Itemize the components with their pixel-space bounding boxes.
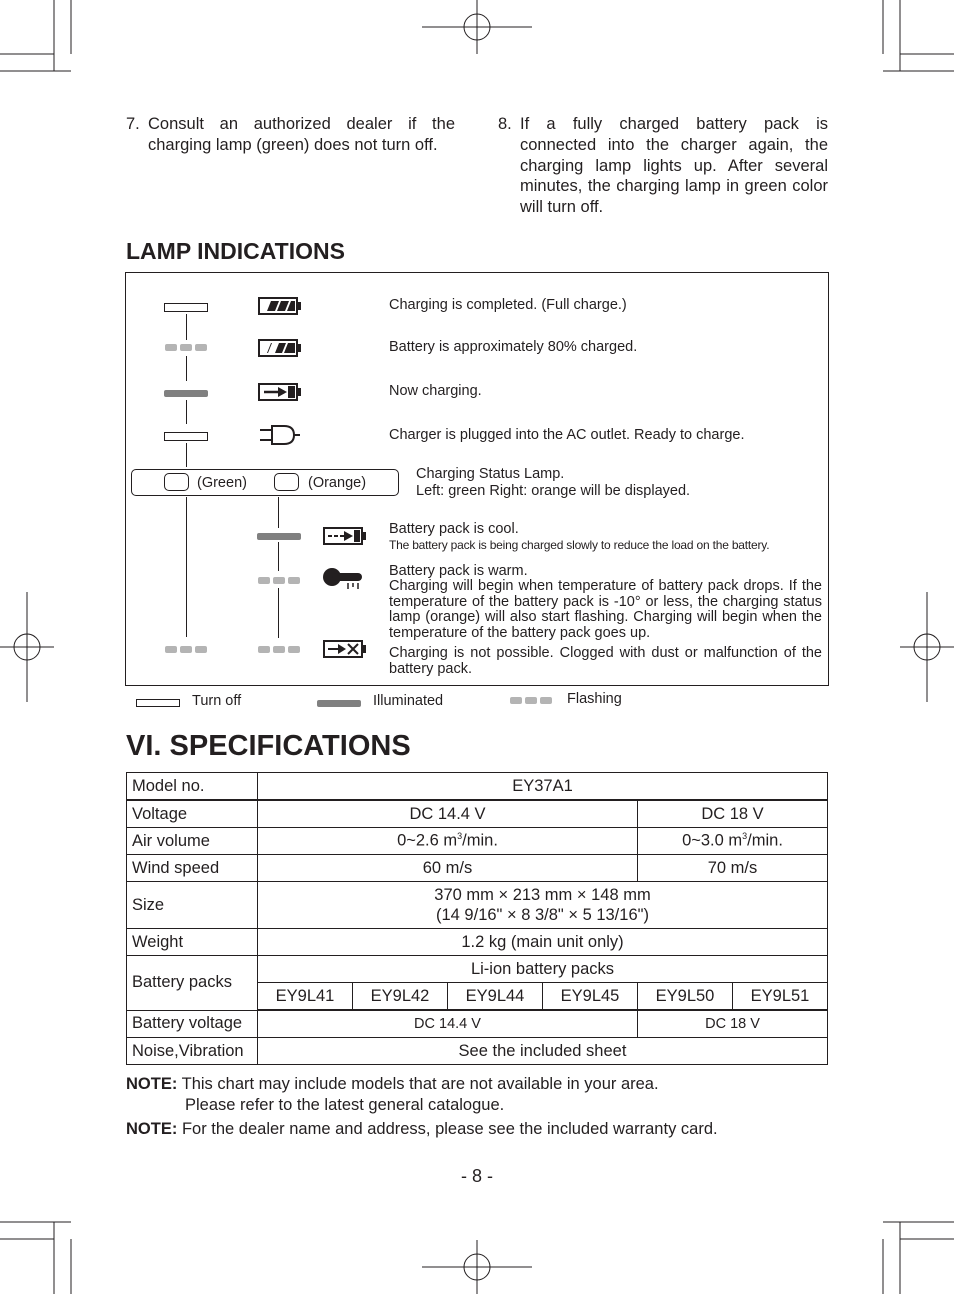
battery-pack-cell: EY9L44: [448, 983, 543, 1011]
voltage-value-b: DC 18 V: [638, 800, 828, 828]
orange-lamp-label: (Orange): [308, 475, 367, 491]
table-row: [127, 956, 828, 983]
battery-80-icon: [258, 338, 302, 358]
note-label: NOTE:: [126, 1075, 178, 1093]
connector-line: [186, 356, 187, 381]
page-number: - 8 -: [460, 1166, 493, 1186]
lamp-flashing-symbol: [165, 344, 207, 351]
legend-illuminated-symbol: [317, 700, 361, 707]
orange-illuminated-symbol: [257, 533, 301, 540]
table-row: [127, 1010, 828, 1038]
table-row: [127, 855, 828, 882]
row-label: Battery voltage: [127, 1010, 258, 1038]
orange-lamp-symbol: [274, 473, 299, 491]
legend-flashing-label: Flashing: [567, 691, 622, 707]
note-2-text: For the dealer name and address, please see the included warranty card.: [181, 1120, 718, 1138]
battery-full-icon: [258, 296, 302, 316]
row-label: Voltage: [127, 800, 258, 828]
note-1-text-2: Please refer to the latest general catalogue.: [185, 1096, 505, 1114]
warm-text: Charging will begin when temperature of battery pack drops. If the temperature of the battery pack is -10° or less, the charging status lamp (orange) will also start flashing. Charging will begin when the temperature of the battery pack goes up.: [389, 578, 822, 641]
orange-connector-line: [278, 588, 279, 638]
wind-value-b: 70 m/s: [638, 855, 828, 882]
row-label: Weight: [127, 929, 258, 956]
impossible-text: Charging is not possible. Clogged with dust or malfunction of the battery pack.: [389, 645, 822, 677]
table-row: [127, 929, 828, 956]
lamp-indications-heading: LAMP INDICATIONS: [126, 238, 345, 264]
lamp-row-text: Now charging.: [389, 383, 482, 399]
table-row: [127, 828, 828, 855]
table-row: [127, 882, 828, 929]
lamp-off-symbol: [164, 303, 208, 312]
legend-flashing-symbol: [510, 697, 552, 704]
battery-cool-icon: [323, 526, 367, 546]
green-lamp-label: (Green): [197, 475, 247, 491]
row-label: Battery packs: [127, 956, 258, 1011]
air-value-a: 0~2.6 $m^3/\min$.: [258, 828, 638, 855]
battery-pack-cell: EY9L45: [543, 983, 638, 1011]
list-item: [498, 114, 828, 218]
battery-error-icon: [323, 639, 367, 659]
weight-value: 1.2 kg (main unit only): [258, 929, 828, 956]
item-text: Consult an authorized dealer if the charging lamp (green) does not turn off.: [148, 115, 455, 154]
row-label: Size: [127, 882, 258, 929]
item-text: If a fully charged battery pack is connected into the charger again, the charging lamp lights up. After several minutes, the charging lamp in green color will turn off.: [520, 115, 828, 217]
battery-voltage-b: DC 18 V: [638, 1010, 828, 1038]
lamp-row-text: Battery is approximately 80% charged.: [389, 339, 638, 355]
status-lamp-title: Charging Status Lamp.: [416, 466, 565, 482]
lamp-row-text: Charging is completed. (Full charge.): [389, 297, 627, 313]
note-2: [126, 1119, 718, 1140]
connector-line: [186, 443, 187, 467]
lamp-off-symbol: [164, 432, 208, 441]
row-label: Wind speed: [127, 855, 258, 882]
status-lamp-desc: Left: green Right: orange will be displayed.: [416, 483, 691, 499]
cool-subtext: The battery pack is being charged slowly to reduce the load on the battery.: [389, 538, 770, 552]
legend-off-label: Turn off: [192, 693, 242, 709]
battery-pack-cell: EY9L41: [258, 983, 353, 1011]
item-number: 7.: [126, 115, 140, 133]
thermometer-icon: [322, 565, 370, 591]
item-number: 8.: [498, 115, 512, 133]
orange-flashing-symbol: [258, 646, 300, 653]
battery-voltage-a: DC 14.4 V: [258, 1010, 638, 1038]
voltage-value-a: DC 14.4 V: [258, 800, 638, 828]
noise-value: See the included sheet: [258, 1038, 828, 1065]
orange-connector-line: [278, 497, 279, 528]
warm-title: Battery pack is warm.: [389, 563, 528, 579]
size-value: 370 mm × 213 mm × 148 mm (14 9/16" × 8 3/8" × 5 13/16"): [258, 882, 828, 929]
note-1-text: This chart may include models that are not available in your area.: [181, 1075, 659, 1093]
battery-pack-cell: EY9L50: [638, 983, 733, 1011]
green-lamp-symbol: [164, 473, 189, 491]
list-item: [126, 114, 455, 156]
cool-title: Battery pack is cool.: [389, 521, 519, 537]
row-label: Model no.: [127, 773, 258, 801]
battery-type-value: Li-ion battery packs: [258, 956, 828, 983]
legend-off-symbol: [136, 699, 180, 707]
table-row: [127, 800, 828, 828]
note-1: [126, 1074, 659, 1116]
wind-value-a: 60 m/s: [258, 855, 638, 882]
lamp-illuminated-symbol: [164, 390, 208, 397]
table-row: [127, 1038, 828, 1065]
battery-pack-cell: EY9L51: [733, 983, 828, 1011]
connector-line: [186, 400, 187, 424]
orange-flashing-symbol: [258, 577, 300, 584]
table-row: [127, 773, 828, 801]
lamp-row-text: Charger is plugged into the AC outlet. Ready to charge.: [389, 427, 745, 443]
air-value-b: 0~3.0 $m^3/\min$.: [638, 828, 828, 855]
legend-illuminated-label: Illuminated: [373, 693, 444, 709]
battery-pack-cell: EY9L42: [353, 983, 448, 1011]
note-label: NOTE:: [126, 1120, 178, 1138]
ac-plug-icon: [258, 424, 302, 446]
specifications-heading: VI. SPECIFICATIONS: [126, 730, 411, 762]
specifications-table: [126, 772, 828, 1065]
row-label: Air volume: [127, 828, 258, 855]
connector-line: [186, 314, 187, 340]
row-label: Noise,Vibration: [127, 1038, 258, 1065]
green-flashing-symbol: [165, 646, 207, 653]
model-value: EY37A1: [258, 773, 828, 801]
battery-charging-icon: [258, 382, 302, 402]
orange-connector-line: [278, 542, 279, 571]
green-connector-line: [186, 497, 187, 637]
